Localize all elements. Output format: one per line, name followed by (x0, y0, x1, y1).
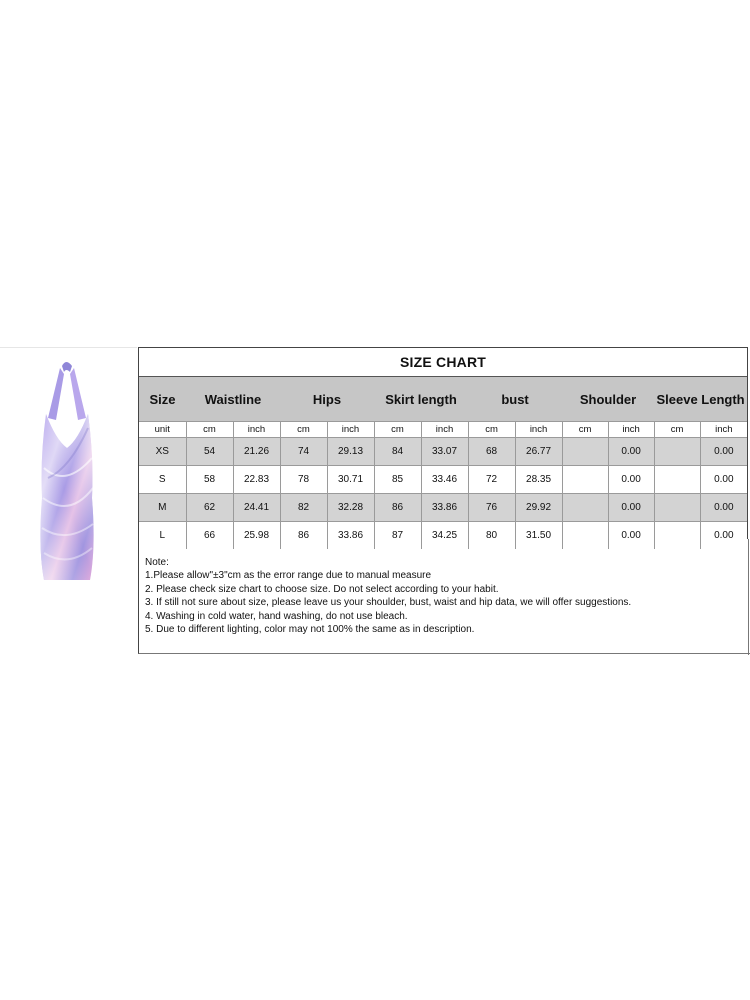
table-cell: 29.13 (327, 438, 374, 466)
header-skirt-length: Skirt length (374, 377, 468, 422)
note-item: 3. If still not sure about size, please leave us your shoulder, bust, waist and hip data, we will offer suggestions. (145, 597, 632, 609)
unit-cell: inch (608, 422, 654, 438)
unit-cell: cm (654, 422, 700, 438)
unit-cell: cm (186, 422, 233, 438)
unit-cell: inch (700, 422, 747, 438)
notes-section (138, 539, 750, 654)
table-cell: 33.07 (421, 438, 468, 466)
table-cell: 0.00 (700, 466, 747, 494)
table-cell: 26.77 (515, 438, 562, 466)
table-cell: 86 (280, 522, 327, 550)
table-cell: 58 (186, 466, 233, 494)
note-item: 2. Please check size chart to choose size. Do not select according to your habit. (145, 583, 499, 595)
unit-cell: inch (327, 422, 374, 438)
table-cell (654, 466, 700, 494)
header-row (139, 377, 747, 422)
unit-cell: inch (233, 422, 280, 438)
table-row (139, 494, 747, 522)
size-chart-title: SIZE CHART (139, 348, 747, 377)
unit-cell: unit (139, 422, 186, 438)
table-cell: 0.00 (608, 522, 654, 550)
table-cell: 68 (468, 438, 515, 466)
header-waistline: Waistline (186, 377, 280, 422)
table-cell: 85 (374, 466, 421, 494)
table-cell: 21.26 (233, 438, 280, 466)
table-cell: 0.00 (700, 522, 747, 550)
header-bust: bust (468, 377, 562, 422)
table-cell: 31.50 (515, 522, 562, 550)
table-cell: 54 (186, 438, 233, 466)
table-cell: 0.00 (608, 466, 654, 494)
header-shoulder: Shoulder (562, 377, 654, 422)
table-cell: 24.41 (233, 494, 280, 522)
table-cell: 74 (280, 438, 327, 466)
size-label: L (139, 522, 186, 550)
header-hips: Hips (280, 377, 374, 422)
size-table (139, 377, 747, 549)
unit-cell: cm (562, 422, 608, 438)
table-cell: 72 (468, 466, 515, 494)
table-cell (654, 494, 700, 522)
table-cell: 25.98 (233, 522, 280, 550)
table-cell: 34.25 (421, 522, 468, 550)
table-cell: 76 (468, 494, 515, 522)
halter-dress-image (0, 348, 137, 608)
table-cell: 86 (374, 494, 421, 522)
notes-heading: Note: (145, 557, 169, 568)
table-cell: 0.00 (700, 438, 747, 466)
table-cell (562, 494, 608, 522)
note-item: 1.Please allow"±3"cm as the error range due to manual measure (145, 570, 432, 582)
unit-cell: inch (515, 422, 562, 438)
table-cell: 30.71 (327, 466, 374, 494)
product-photo (0, 347, 137, 608)
table-cell: 0.00 (700, 494, 747, 522)
table-cell: 78 (280, 466, 327, 494)
table-cell: 0.00 (608, 494, 654, 522)
table-cell: 33.86 (327, 522, 374, 550)
note-item: 4. Washing in cold water, hand washing, do not use bleach. (145, 610, 408, 622)
size-label: XS (139, 438, 186, 466)
unit-cell: inch (421, 422, 468, 438)
divider (748, 539, 749, 655)
table-cell (654, 438, 700, 466)
table-cell: 84 (374, 438, 421, 466)
table-cell: 32.28 (327, 494, 374, 522)
header-sleeve-length: Sleeve Length (654, 377, 747, 422)
table-cell: 82 (280, 494, 327, 522)
table-row (139, 438, 747, 466)
table-cell: 29.92 (515, 494, 562, 522)
table-cell: 22.83 (233, 466, 280, 494)
table-cell (562, 466, 608, 494)
size-label: M (139, 494, 186, 522)
unit-cell: cm (468, 422, 515, 438)
table-row (139, 466, 747, 494)
table-cell: 62 (186, 494, 233, 522)
note-item: 5. Due to different lighting, color may not 100% the same as in description. (145, 624, 475, 636)
table-cell: 80 (468, 522, 515, 550)
table-cell: 87 (374, 522, 421, 550)
table-cell: 0.00 (608, 438, 654, 466)
size-chart (138, 347, 748, 539)
header-size: Size (139, 377, 186, 422)
table-cell: 28.35 (515, 466, 562, 494)
table-cell: 66 (186, 522, 233, 550)
table-cell (562, 438, 608, 466)
unit-cell: cm (280, 422, 327, 438)
table-cell: 33.86 (421, 494, 468, 522)
unit-cell: cm (374, 422, 421, 438)
units-row (139, 422, 747, 438)
size-label: S (139, 466, 186, 494)
table-cell: 33.46 (421, 466, 468, 494)
